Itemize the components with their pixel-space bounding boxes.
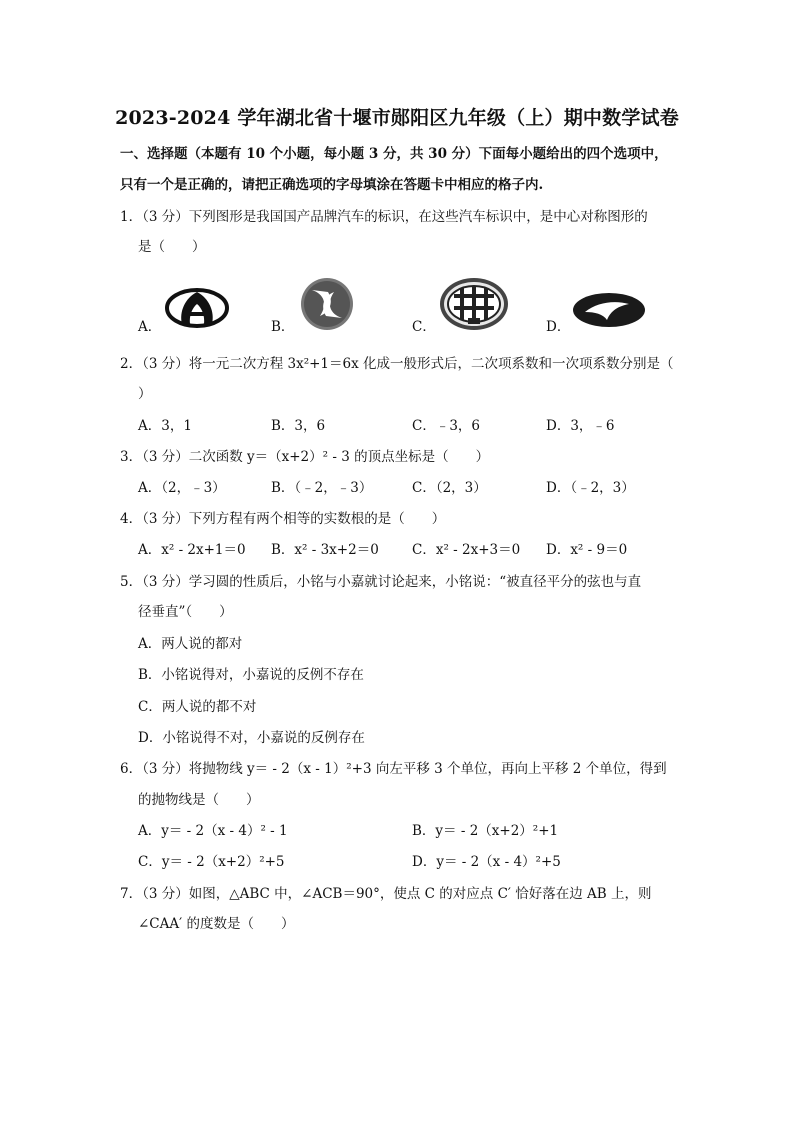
question-1-option-c-label: C． <box>412 319 436 335</box>
question-5-line-2: 径垂直”（ ） <box>138 604 233 620</box>
question-2-option-c: C．﹣3，6 <box>412 418 481 434</box>
chery-style-logo-icon <box>164 286 230 334</box>
question-1-option-b-label: B． <box>271 319 295 335</box>
question-5-option-a: A．两人说的都对 <box>138 636 243 652</box>
question-5-option-d: D．小铭说得不对，小嘉说的反例存在 <box>138 730 365 746</box>
question-4-option-b: B．x² - 3x+2＝0 <box>271 542 379 558</box>
question-3-line-1: 3．（3 分）二次函数 y＝（x+2）² - 3 的顶点坐标是（ ） <box>120 449 490 465</box>
question-1-line-1: 1．（3 分）下列图形是我国国产品牌汽车的标识，在这些汽车标识中，是中心对称图形的 <box>120 209 648 225</box>
section-instruction-line-2: 只有一个是正确的，请把正确选项的字母填涂在答题卡中相应的格子内. <box>120 177 544 193</box>
question-7-line-2: ∠CAA′ 的度数是（ ） <box>138 916 295 932</box>
question-6-option-b: B．y＝ - 2（x+2）²+1 <box>412 823 559 839</box>
question-5-option-b: B．小铭说得对，小嘉说的反例不存在 <box>138 667 364 683</box>
question-2-line-1: 2．（3 分）将一元二次方程 3x²+1＝6x 化成一般形式后，二次项系数和一次项系数分别是（ <box>120 356 674 372</box>
question-3-option-b: B．（﹣2，﹣3） <box>271 480 373 496</box>
question-1-option-d-label: D． <box>546 319 571 335</box>
exam-title: 2023-2024 学年湖北省十堰市郧阳区九年级（上）期中数学试卷 <box>115 107 679 129</box>
question-5-line-1: 5．（3 分）学习圆的性质后，小铭与小嘉就讨论起来，小铭说：“被直径平分的弦也与直 <box>120 574 642 590</box>
question-3-option-d: D．（﹣2，3） <box>546 480 635 496</box>
question-4-option-d: D．x² - 9＝0 <box>546 542 628 558</box>
brilliance-style-logo-icon <box>438 276 510 336</box>
dongfeng-style-logo-icon <box>298 276 356 336</box>
question-1-line-2: 是（ ） <box>138 239 206 255</box>
question-2-option-d: D．3，﹣6 <box>546 418 615 434</box>
question-6-line-2: 的抛物线是（ ） <box>138 792 260 808</box>
question-5-option-c: C．两人说的都不对 <box>138 699 257 715</box>
question-6-option-c: C．y＝ - 2（x+2）²+5 <box>138 854 285 870</box>
question-2-line-2: ） <box>138 386 152 402</box>
question-3-option-a: A．（2，﹣3） <box>138 480 226 496</box>
section-instruction-line-1: 一、选择题（本题有 10 个小题，每小题 3 分，共 30 分）下面每小题给出的四个选项中， <box>120 146 668 162</box>
question-2-option-a: A．3，1 <box>138 418 192 434</box>
haima-style-logo-icon <box>571 290 647 334</box>
question-7-line-1: 7．（3 分）如图，△ABC 中，∠ACB＝90°，使点 C 的对应点 C′ 恰好落在边 AB 上，则 <box>120 886 652 902</box>
question-3-option-c: C．（2，3） <box>412 480 487 496</box>
question-4-option-a: A．x² - 2x+1＝0 <box>138 542 246 558</box>
question-4-option-c: C．x² - 2x+3＝0 <box>412 542 521 558</box>
question-1-option-a-label: A． <box>138 319 162 335</box>
question-6-option-d: D．y＝ - 2（x - 4）²+5 <box>412 854 561 870</box>
question-6-option-a: A．y＝ - 2（x - 4）² - 1 <box>138 823 288 839</box>
question-2-option-b: B．3，6 <box>271 418 326 434</box>
question-4-line-1: 4．（3 分）下列方程有两个相等的实数根的是（ ） <box>120 511 446 527</box>
question-6-line-1: 6．（3 分）将抛物线 y＝ - 2（x - 1）²+3 向左平移 3 个单位，再向上平移 2 个单位，得到 <box>120 761 667 777</box>
